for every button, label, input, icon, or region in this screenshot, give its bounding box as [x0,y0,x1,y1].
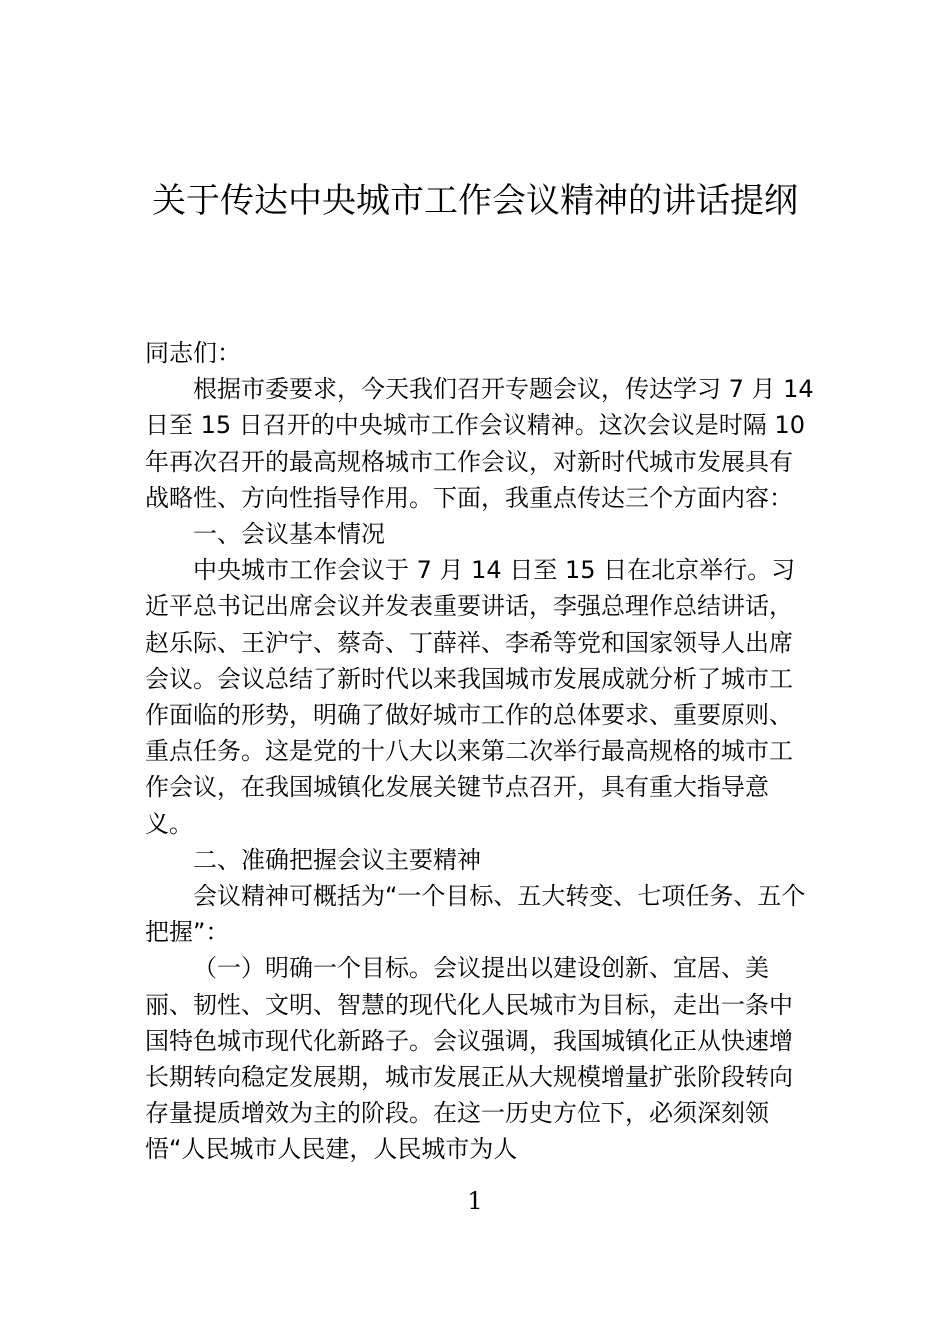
paragraph-meeting-info: 中央城市工作会议于 7 月 14 日至 15 日在北京举行。习近平总书记出席会议并发表重要讲话，李强总理作总结讲话，赵乐际、王沪宁、蔡奇、丁薛祥、李希等党和国家领导人出席会议。会议总结了新时代以来我国城市发展成就分析了城市工作面临的形势，明确了做好城市工作的总体要求、重要原则、重点任务。这是党的十八大以来第二次举行最高规格的城市工作会议，在我国城镇化发展关键节点召开，具有重大指导意义。 [145,556,796,838]
paragraph-intro: 根据市委要求，今天我们召开专题会议，传达学习 7 月 14 日至 15 日召开的中央城市工作会议精神。这次会议是时隔 10 年再次召开的最高规格城市工作会议，对新时代城市发展具有战略性、方向性指导作用。下面，我重点传达三个方面内容： [145,375,814,512]
document-title: 关于传达中央城市工作会议精神的讲话提纲 [152,181,798,221]
paragraph-goal: （一）明确一个目标。会议提出以建设创新、宜居、美丽、韧性、文明、智慧的现代化人民城市为目标，走出一条中国特色城市现代化新路子。会议强调，我国城镇化正从快速增长期转向稳定发展期，城市发展正从大规模增量扩张阶段转向存量提质增效为主的阶段。在这一历史方位下，必须深刻领悟“人民城市人民建，人民城市为人 [145,954,793,1164]
page-number: 1 [467,1187,483,1215]
paragraph-spirit-summary: 会议精神可概括为“一个目标、五大转变、七项任务、五个把握”： [145,882,806,947]
document-body [145,335,815,1168]
section-heading-1: 一、会议基本情况 [193,520,385,549]
salutation: 同志们： [145,339,241,367]
section-heading-2: 二、准确把握会议主要精神 [193,845,481,874]
